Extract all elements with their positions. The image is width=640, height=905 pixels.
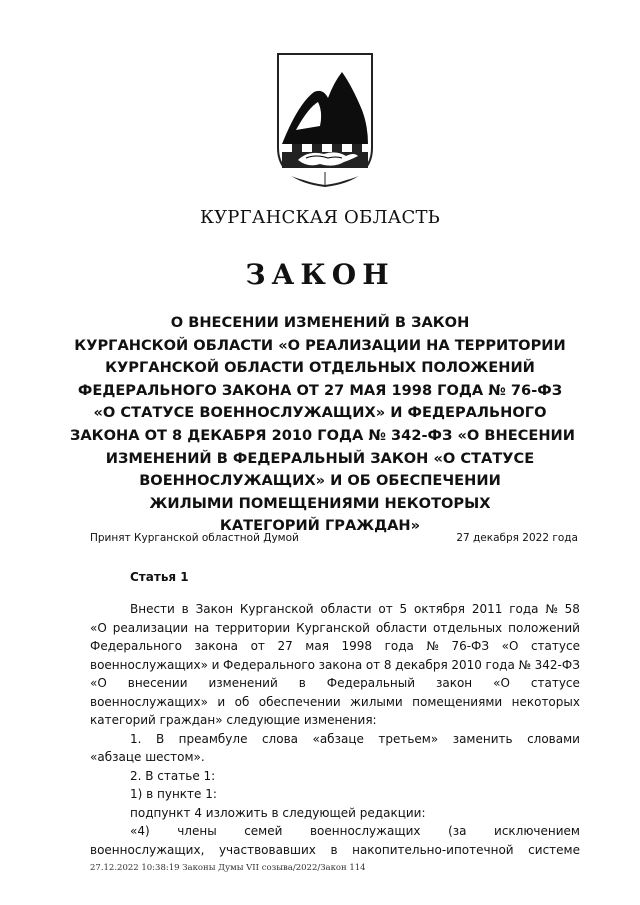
word: в — [330, 842, 338, 857]
word: «О — [90, 676, 107, 690]
paragraph-line: «абзаце шестом». — [90, 750, 205, 764]
document-type: ЗАКОН — [245, 258, 395, 291]
title-line: ЗАКОНА ОТ 8 ДЕКАБРЯ 2010 ГОДА № 342-ФЗ «О ВНЕСЕНИИ — [70, 426, 575, 444]
word: Федерального — [223, 657, 315, 672]
word: закона — [318, 657, 363, 672]
word: Курганской — [239, 602, 314, 616]
word: года — [384, 639, 414, 653]
word: закона — [194, 639, 239, 653]
word: 1. — [130, 731, 142, 746]
word: накопительно-ипотечной — [352, 842, 514, 857]
word: военнослужащих» — [90, 694, 208, 709]
word: (за — [448, 824, 467, 838]
word: преамбуле — [178, 731, 248, 746]
title-line: ИЗМЕНЕНИЙ В ФЕДЕРАЛЬНЫЙ ЗАКОН «О СТАТУСЕ — [105, 449, 535, 467]
law-title — [70, 312, 575, 538]
word: года — [509, 602, 539, 616]
word: отдельных — [432, 620, 503, 635]
word: 58 — [564, 602, 580, 616]
word: на — [194, 620, 210, 635]
paragraph-line — [90, 600, 580, 619]
word: в — [181, 602, 189, 616]
word: семей — [244, 824, 283, 838]
word: «абзаце — [312, 731, 364, 746]
word: системе — [528, 842, 580, 857]
word: обеспечении — [258, 694, 341, 709]
paragraph-line — [90, 619, 580, 638]
paragraph-line: 2. В статье 1: — [130, 768, 216, 783]
word: статусе — [530, 639, 580, 653]
word: В — [155, 731, 165, 746]
word: слова — [261, 731, 298, 746]
paragraph-line — [90, 822, 580, 841]
word: № — [518, 657, 531, 672]
word: положений — [508, 620, 580, 635]
word: декабря — [395, 657, 448, 672]
word: военнослужащих» — [90, 657, 208, 672]
title-line: КУРГАНСКОЙ ОБЛАСТИ «О РЕАЛИЗАЦИИ НА ТЕРРИТОРИИ — [74, 336, 566, 354]
word: 5 — [399, 602, 408, 616]
word: «О — [501, 639, 519, 653]
word: № — [426, 639, 439, 653]
region-name: КУРГАНСКАЯ ОБЛАСТЬ — [199, 207, 441, 228]
word: 1998 — [341, 639, 373, 653]
word: Федерального — [90, 639, 182, 653]
word: об — [234, 694, 250, 709]
word: жилыми — [350, 694, 403, 709]
word: словами — [527, 731, 580, 746]
word: изменений — [208, 676, 278, 690]
word: реализации — [112, 620, 189, 635]
word: третьем» — [378, 731, 439, 746]
paragraph-line: подпункт 4 изложить в следующей редакции: — [130, 805, 426, 820]
word: заменить — [452, 731, 513, 746]
word: октября — [413, 602, 466, 616]
word: закон — [435, 676, 473, 690]
title-line: О ВНЕСЕНИИ ИЗМЕНЕНИЙ В ЗАКОН — [170, 314, 470, 331]
paragraph-line — [90, 841, 580, 860]
word: помещениями — [412, 694, 503, 709]
paragraph-line — [90, 693, 580, 712]
word: некоторых — [511, 694, 580, 709]
word: 8 — [383, 657, 392, 672]
word: года — [485, 657, 515, 672]
title-line: КАТЕГОРИЙ ГРАЖДАН» — [219, 517, 421, 535]
word: военнослужащих — [309, 824, 421, 838]
word: Внести — [130, 602, 175, 616]
word: внесении — [127, 676, 188, 690]
word: и — [211, 657, 220, 672]
coat-of-arms-icon — [276, 52, 374, 188]
word: исключением — [494, 824, 580, 838]
word: военнослужащих, — [90, 842, 205, 857]
word: территории — [215, 620, 291, 635]
article-heading: Статья 1 — [130, 570, 189, 584]
word: 2010 — [451, 657, 482, 672]
word: статусе — [530, 676, 580, 690]
word: «О — [90, 620, 107, 635]
word: 27 — [277, 639, 293, 653]
word: Курганской — [296, 620, 370, 635]
word: «О — [493, 676, 510, 690]
word: «4) — [130, 824, 150, 838]
word: мая — [305, 639, 329, 653]
word: от — [250, 639, 265, 653]
word: Федеральный — [326, 676, 416, 690]
title-line: ФЕДЕРАЛЬНОГО ЗАКОНА ОТ 27 МАЯ 1998 ГОДА № 76-ФЗ — [77, 381, 563, 399]
word: и — [217, 694, 226, 709]
title-line: «О СТАТУСЕ ВОЕННОСЛУЖАЩИХ» И ФЕДЕРАЛЬНОГО — [93, 404, 547, 422]
paragraph-line: 1) в пункте 1: — [130, 787, 217, 801]
document-footer: 27.12.2022 10:38:19 Законы Думы VII созыва/2022/Закон 114 — [90, 863, 366, 873]
word: № — [545, 602, 558, 616]
word: 342-ФЗ — [534, 657, 580, 672]
paragraph-line — [90, 674, 580, 693]
word: участвовавших — [218, 842, 316, 857]
word: от — [365, 657, 381, 672]
adoption-date: 27 декабря 2022 года — [456, 532, 578, 544]
word: области — [375, 620, 428, 635]
article-body — [90, 600, 580, 859]
word: 76-ФЗ — [451, 639, 490, 653]
word: в — [298, 676, 306, 690]
paragraph-line — [90, 637, 580, 656]
word: члены — [177, 824, 217, 838]
paragraph-line — [90, 656, 580, 675]
word: Закон — [195, 602, 234, 616]
title-line: ЖИЛЫМИ ПОМЕЩЕНИЯМИ НЕКОТОРЫХ — [149, 494, 491, 512]
title-line: ВОЕННОСЛУЖАЩИХ» И ОБ ОБЕСПЕЧЕНИИ — [139, 472, 501, 490]
word: области — [320, 602, 372, 616]
word: 2011 — [471, 602, 503, 616]
paragraph-line: категорий граждан» следующие изменения: — [90, 713, 377, 727]
word: от — [378, 602, 393, 616]
adopted-by: Принят Курганской областной Думой — [90, 532, 299, 544]
paragraph-line — [90, 730, 580, 749]
title-line: КУРГАНСКОЙ ОБЛАСТИ ОТДЕЛЬНЫХ ПОЛОЖЕНИЙ — [105, 359, 535, 377]
